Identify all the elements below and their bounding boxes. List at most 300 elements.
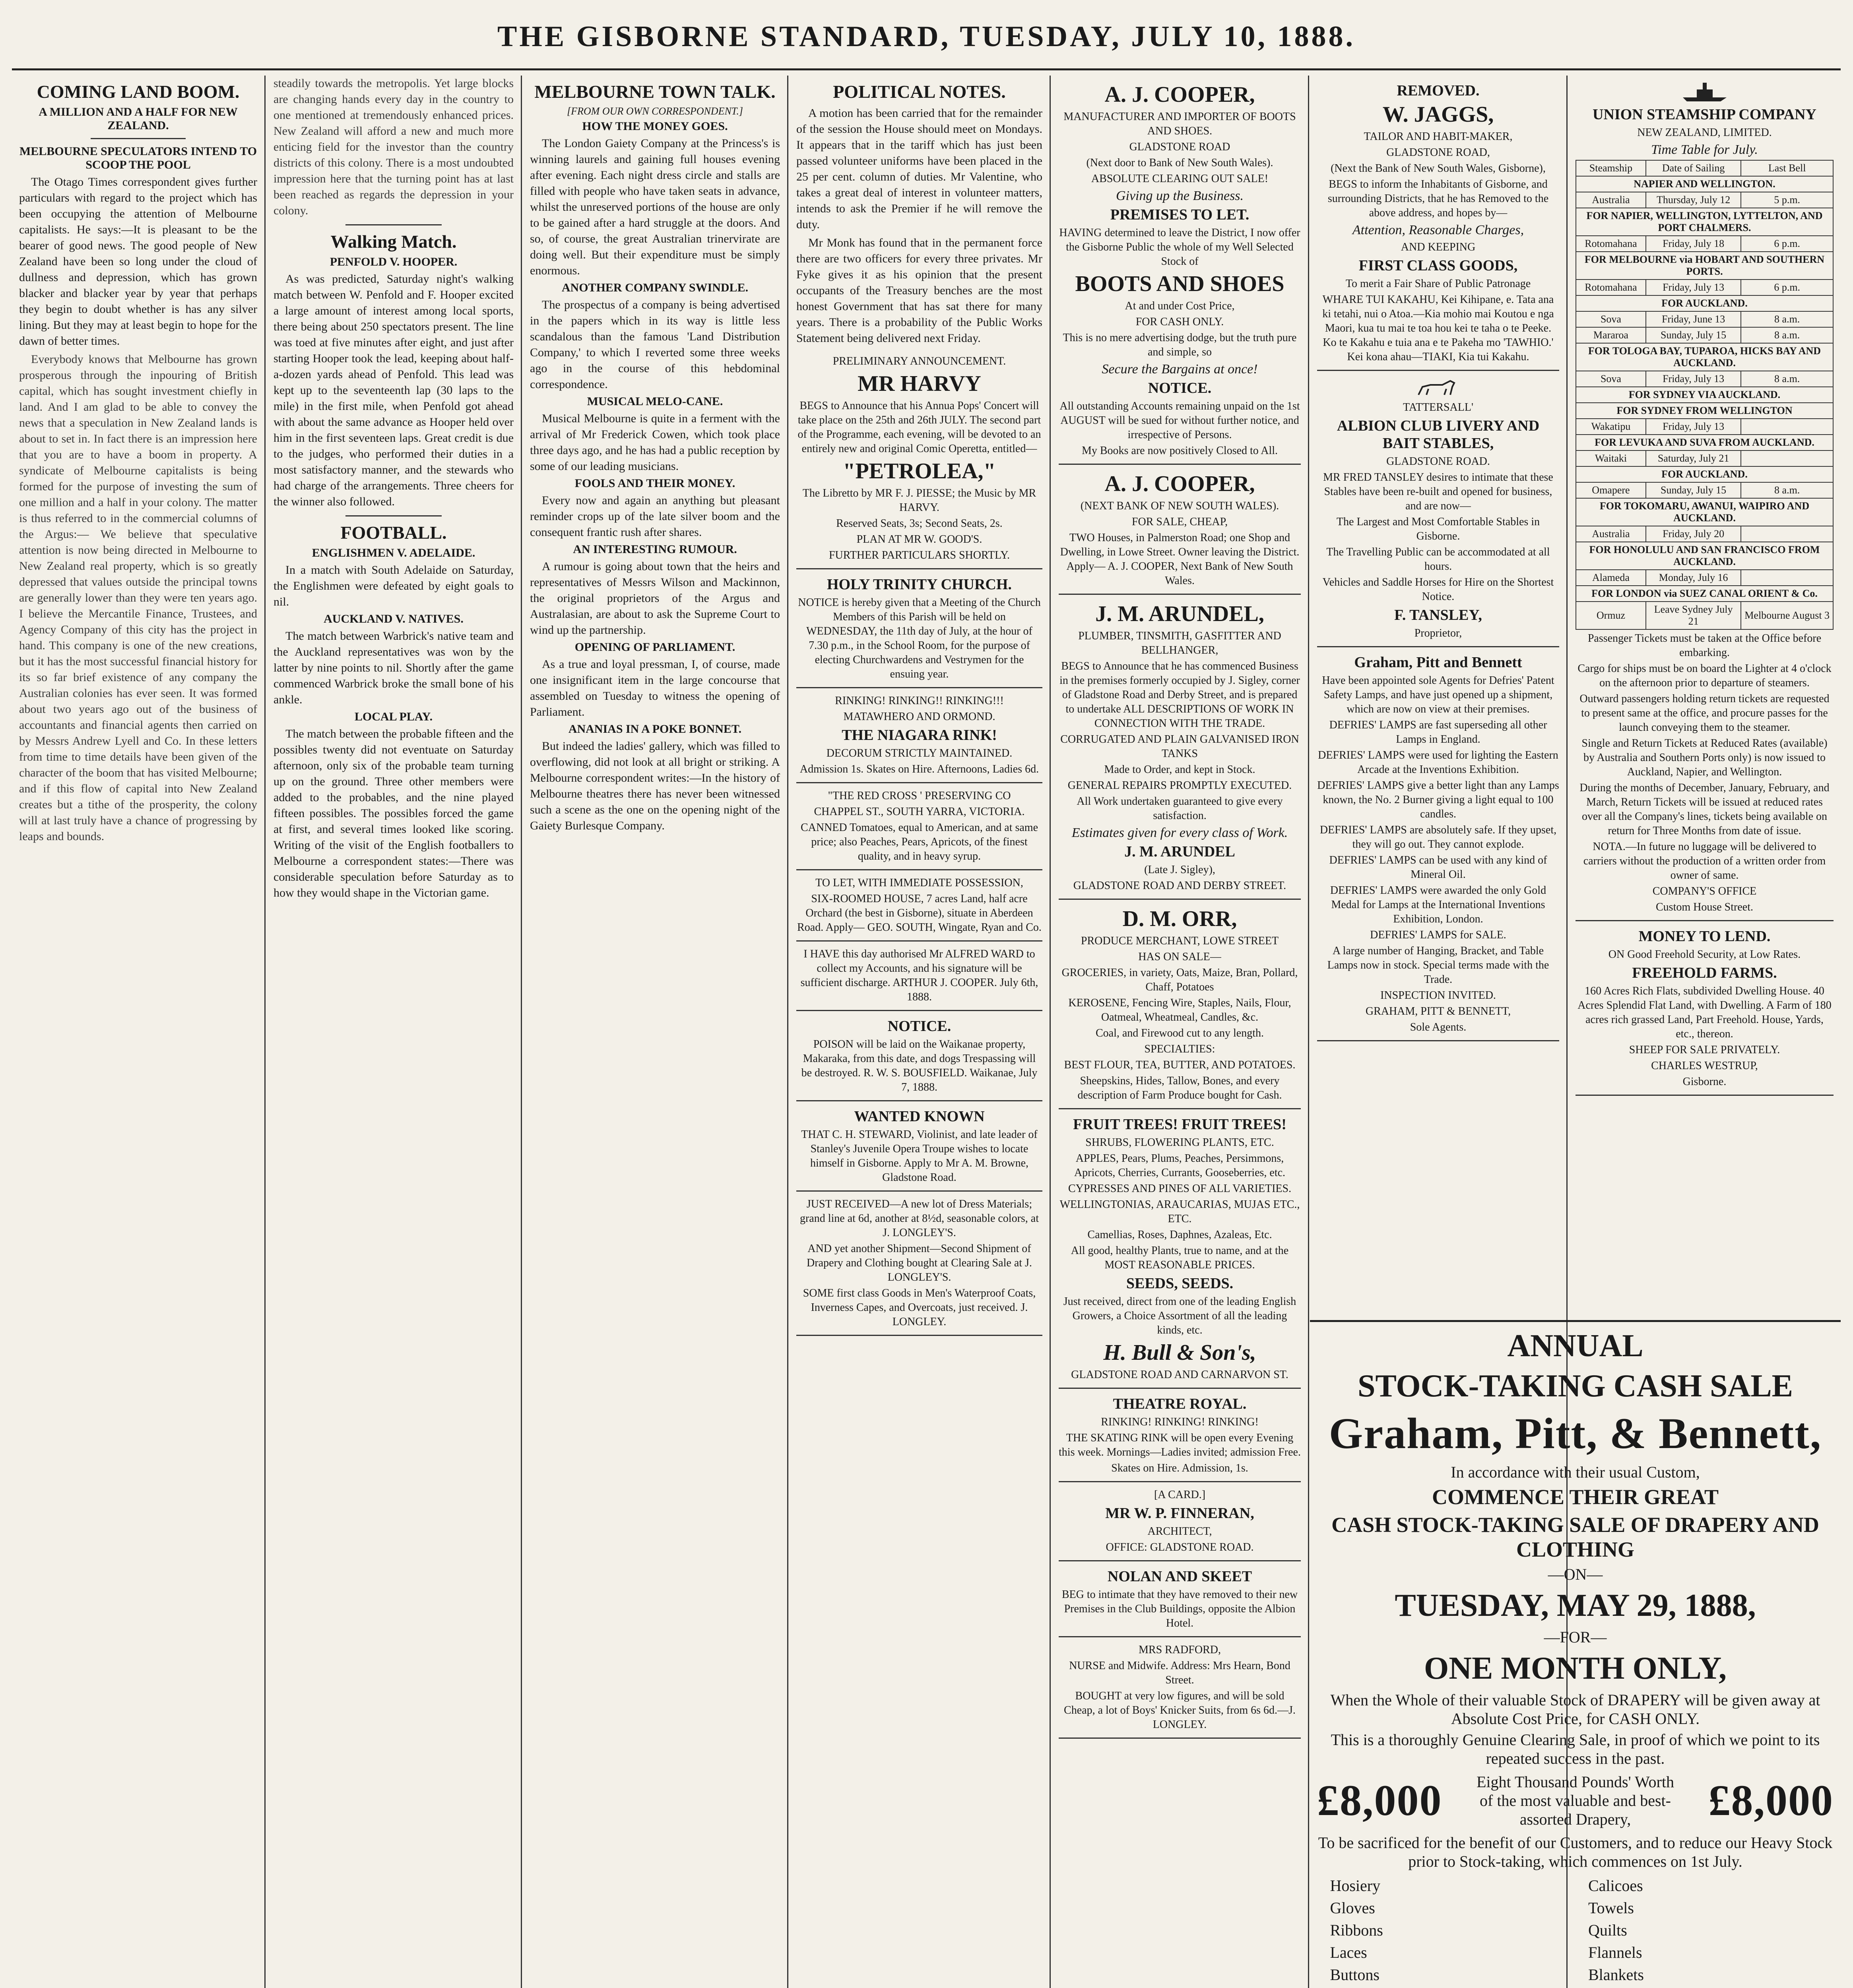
- ad-title: TO LET, WITH IMMEDIATE POSSESSION,: [815, 877, 1023, 889]
- timetable-route-row: [1576, 343, 1833, 371]
- ad-body: GROCERIES, in variety, Oats, Maize, Bran, Pollard, Chaff, Potatoes: [1061, 967, 1298, 993]
- ad-title: NOTICE.: [1148, 380, 1212, 396]
- ad-body: GENERAL REPAIRS PROMPTLY EXECUTED.: [1067, 779, 1292, 792]
- ad-title: MR W. P. FINNERAN,: [1105, 1505, 1254, 1522]
- article-body: Every now and again an anything but pleasant reminder crops up of the late silver boom and the consequent frantic rush after shares.: [530, 494, 780, 539]
- ad-body: PLAN AT MR W. GOOD'S.: [856, 533, 982, 546]
- ad-body: CANNED Tomatoes, equal to American, and at same price; also Peaches, Pears, Apricots, of the finest quality, and in heavy syrup.: [800, 821, 1038, 862]
- ad-label: GLADSTONE ROAD AND CARNARVON ST.: [1071, 1369, 1288, 1381]
- concert-advert: [796, 349, 1042, 569]
- ad-label: ABSOLUTE CLEARING OUT SALE!: [1091, 173, 1269, 185]
- cooper-sale-advert: [1059, 465, 1301, 595]
- article-body: The London Gaiety Company at the Princess's is winning laurels and gaining full houses evening after evening. Each night dress circle and stalls are filled with people who have taken seats in advance, whilst the unreserved portions of the house are only to be gained after a hard struggle at the doors. And so, of course, the great Australian trinervirate are doing well. But their expenditure must be simply enormous.: [530, 137, 780, 277]
- graham-pitt-bennett-advert: [1310, 1324, 1841, 1988]
- ad-body: When the Whole of their valuable Stock of DRAPERY will be given away at Absolute Cost Price, for CASH ONLY.: [1330, 1691, 1820, 1728]
- ad-divider: [1310, 1320, 1841, 1322]
- ad-body: WELLINGTONIAS, ARAUCARIAS, MUJAS ETC., ETC.: [1059, 1198, 1300, 1225]
- ad-body: Have been appointed sole Agents for Defries' Patent Safety Lamps, and have just opened up a shipment, which are now on view at their premises.: [1322, 674, 1554, 715]
- sailing-timetable: [1576, 160, 1834, 630]
- ad-label: Sole Agents.: [1410, 1021, 1467, 1033]
- ad-body: FURTHER PARTICULARS SHORTLY.: [829, 549, 1010, 561]
- ad-body: All Work undertaken guaranteed to give every satisfaction.: [1077, 795, 1283, 822]
- ad-body: DEFRIES' LAMPS can be used with any kind of Mineral Oil.: [1329, 854, 1547, 881]
- goods-item: Buttons: [1330, 1966, 1380, 1984]
- goods-list-right: [1588, 1875, 1821, 1988]
- goods-item: Towels: [1588, 1899, 1634, 1917]
- ad-body: SOME first class Goods in Men's Waterproof Coats, Inverness Capes, and Overcoats, just received. J. LONGLEY.: [803, 1287, 1036, 1328]
- timetable-cell: Friday, July 13: [1646, 371, 1741, 387]
- route-name: FOR TOLOGA BAY, TUPAROA, HICKS BAY AND AUCKLAND.: [1576, 343, 1833, 371]
- ad-body: BEGS to Announce that he has commenced Business in the premises formerly occupied by J. Sigley, corner of Gladstone Road and Derby Street, and is prepared to undertake ALL DESCRIPTIONS OF WORK IN CONNECTION WITH THE TRADE.: [1059, 660, 1300, 730]
- ad-label: Gisborne.: [1682, 1076, 1727, 1088]
- article-heading: POLITICAL NOTES.: [833, 82, 1006, 102]
- route-name: NAPIER AND WELLINGTON.: [1576, 176, 1833, 192]
- route-name: FOR SYDNEY FROM WELLINGTON: [1576, 403, 1833, 419]
- timetable-cell: [1741, 450, 1833, 466]
- ad-label: RINKING! RINKING! RINKING!: [1101, 1416, 1259, 1428]
- ad-body: BEST FLOUR, TEA, BUTTER, AND POTATOES.: [1064, 1059, 1296, 1071]
- timetable-cell: Thursday, July 12: [1646, 192, 1741, 208]
- ad-body: The Libretto by MR F. J. PIESSE; the Music by MR HARVY.: [802, 487, 1036, 514]
- timetable-row: [1576, 570, 1833, 586]
- timetable-cell: Mararoa: [1576, 327, 1646, 343]
- ad-body: NURSE and Midwife. Address: Mrs Hearn, Bond Street.: [1069, 1660, 1290, 1686]
- ad-label: REMOVED.: [1397, 82, 1480, 99]
- ad-body: Camellias, Roses, Daphnes, Azaleas, Etc.: [1087, 1229, 1272, 1241]
- goods-item: Calicoes: [1588, 1877, 1643, 1895]
- timetable-cell: 5 p.m.: [1741, 192, 1833, 208]
- ad-body: Passenger Tickets must be taken at the Office before embarking.: [1587, 632, 1822, 659]
- arundel-advert: [1059, 595, 1301, 900]
- ad-title: UNION STEAMSHIP COMPANY: [1593, 106, 1816, 123]
- ad-body: DEFRIES' LAMPS are fast superseding all other Lamps in England.: [1329, 719, 1547, 746]
- ad-title: D. M. ORR,: [1122, 907, 1237, 931]
- timetable-route-row: [1576, 586, 1833, 602]
- timetable-route-row: [1576, 176, 1833, 192]
- divider: [345, 224, 442, 225]
- ad-label: GLADSTONE ROAD: [1129, 141, 1230, 153]
- goods-item: [1330, 1986, 1434, 1988]
- timetable-cell: Friday, June 13: [1646, 311, 1741, 327]
- ad-label: Attention, Reasonable Charges,: [1352, 223, 1524, 237]
- amount-figure: £8,000: [1317, 1776, 1442, 1825]
- section-subheading: HOW THE MONEY GOES.: [582, 120, 728, 133]
- ad-body: DECORUM STRICTLY MAINTAINED.: [826, 747, 1013, 759]
- article-heading: Walking Match.: [330, 231, 457, 252]
- amount-description: Eight Thousand Pounds' Worth of the most valuable and best-assorted Drapery,: [1477, 1773, 1674, 1828]
- timetable-cell: 6 p.m.: [1741, 280, 1833, 295]
- ad-body: TWO Houses, in Palmerston Road; one Shop and Dwelling, in Lowe Street. Owner leaving the District. Apply— A. J. COOPER, Next Bank of New South Wales.: [1060, 532, 1300, 587]
- westrup-advert: [1576, 921, 1834, 1096]
- ad-body: The Travelling Public can be accommodated at all hours.: [1326, 546, 1550, 573]
- ad-label: AND KEEPING: [1401, 241, 1476, 253]
- ad-firm-name: Graham, Pitt, & Bennett,: [1329, 1409, 1822, 1458]
- timetable-row: [1576, 280, 1833, 295]
- timetable-row: [1576, 192, 1833, 208]
- ad-body: Made to Order, and kept in Stock.: [1104, 763, 1255, 776]
- ad-body: Cargo for ships must be on board the Lighter at 4 o'clock on the afternoon prior to departure of steamers.: [1577, 662, 1832, 689]
- ad-body: All outstanding Accounts remaining unpaid on the 1st AUGUST will be sued for without further notice, and irrespective of Persons.: [1059, 400, 1300, 441]
- timetable-cell: Sunday, July 15: [1646, 327, 1741, 343]
- ad-body: NOTICE is hereby given that a Meeting of the Church Members of this Parish will be held on WEDNESDAY, the 11th day of July, at the hour of 7.30 p.m., in the School Room, for the purpose of electing Churchwardens and Vestrymen for the ensuing year.: [798, 596, 1041, 680]
- ad-title: HOLY TRINITY CHURCH.: [827, 576, 1012, 593]
- ad-body: DEFRIES' LAMPS give a better light than any Lamps known, the No. 2 Burner giving a light equal to 100 candles.: [1317, 779, 1559, 820]
- union-steamship-advert: [1576, 76, 1834, 921]
- ad-title: MR HARVY: [858, 371, 981, 396]
- timetable-cell: 8 a.m.: [1741, 482, 1833, 498]
- route-name: FOR HONOLULU AND SAN FRANCISCO FROM AUCKLAND.: [1576, 542, 1833, 570]
- ad-label: COMPANY'S OFFICE: [1652, 885, 1757, 897]
- article-body: The match between Warbrick's native team and the Auckland representatives was won by the latter by nine points to nil. Shortly after the game commenced Warbrick broke the small bone of his ankle.: [274, 629, 514, 706]
- ad-label: MANUFACTURER AND IMPORTER OF BOOTS AND SHOES.: [1063, 111, 1296, 137]
- ad-title: NOTICE.: [887, 1018, 951, 1035]
- ad-body: POISON will be laid on the Waikanae property, Makaraka, from this date, and dogs Trespassing will be destroyed. R. W. S. BOUSFIELD. Waikanae, July 7, 1888.: [801, 1038, 1038, 1093]
- article-body: As was predicted, Saturday night's walking match between W. Penfold and F. Hooper excited a large amount of interest among local sports, there being about 250 spectators present. The line was toed at five minutes after eight, and just after starting Hooper took the lead, keeping about half-a-dozen yards ahead of Penfold. This lead was kept up to the seventeenth lap (30 laps to the mile) in the first mile, when Penfold got ahead with about the same advance as Hooper held over him in the first seventeen laps. Great credit is due to the judges, who performed their duties in a most satisfactory manner, and the stewards who had charge of the arrangements. Three cheers for the winner also followed.: [274, 272, 514, 508]
- timetable-cell: Wakatipu: [1576, 419, 1646, 435]
- timetable-row: [1576, 602, 1833, 629]
- article-body: steadily towards the metropolis. Yet large blocks are changing hands every day in the country to one mentioned at tremendously enhanced prices. New Zealand will afford a new and much more enticing field for the investor than the country districts of this colony. There is a most undoubted impression here that the turning point has at last been reached as regards the depression in your colony.: [274, 77, 514, 217]
- ad-title: BOOTS AND SHOES: [1075, 272, 1284, 296]
- ad-body: The Largest and Most Comfortable Stables in Gisborne.: [1336, 516, 1540, 542]
- sale-date: TUESDAY, MAY 29, 1888,: [1395, 1588, 1756, 1623]
- ad-title: W. JAGGS,: [1382, 102, 1494, 127]
- ad-label: (Late J. Sigley),: [1144, 864, 1215, 876]
- ad-title: "THE RED CROSS ' PRESERVING CO: [828, 790, 1011, 802]
- ad-label: TATTERSALL': [1403, 401, 1473, 414]
- ad-label: (Next the Bank of New South Wales, Gisborne),: [1331, 162, 1546, 175]
- ad-title: ONE MONTH ONLY,: [1424, 1651, 1727, 1686]
- timetable-route-row: [1576, 435, 1833, 450]
- timetable-cell: Omapere: [1576, 482, 1646, 498]
- longley-advert: [796, 1192, 1042, 1336]
- ad-title: THE NIAGARA RINK!: [842, 727, 997, 744]
- ad-body: This is no mere advertising dodge, but the truth pure and simple, so: [1063, 332, 1297, 358]
- route-name: FOR MELBOURNE via HOBART AND SOUTHERN PORTS.: [1576, 252, 1833, 280]
- ad-body: DEFRIES' LAMPS were awarded the only Gold Medal for Lamps at the International Inventions Exhibition, London.: [1330, 884, 1546, 925]
- ad-title: A. J. COOPER,: [1104, 472, 1255, 496]
- ad-label: SHRUBS, FLOWERING PLANTS, ETC.: [1085, 1136, 1274, 1149]
- timetable-cell: Melbourne August 3: [1741, 602, 1833, 629]
- ad-label: SHEEP FOR SALE PRIVATELY.: [1629, 1044, 1780, 1056]
- timetable-cell: Leave Sydney July 21: [1646, 602, 1741, 629]
- column-7: [1568, 76, 1841, 1320]
- ad-label: Estimates given for every class of Work.: [1071, 825, 1288, 840]
- article-subheading: PENFOLD V. HOOPER.: [330, 255, 458, 268]
- ad-body: During the months of December, January, February, and March, Return Tickets will be issued at reduced rates over all the Company's lines, tickets being available on return for Three Months from date of issue.: [1579, 782, 1830, 837]
- amount-figure: £8,000: [1708, 1776, 1834, 1825]
- timetable-cell: Rotomahana: [1576, 280, 1646, 295]
- ad-body: BEG to intimate that they have removed to their new Premises in the Club Buildings, opposite the Albion Hotel.: [1061, 1588, 1298, 1629]
- timetable-cell: Friday, July 13: [1646, 280, 1741, 295]
- timetable-cell: 6 p.m.: [1741, 236, 1833, 252]
- ad-label: CORRUGATED AND PLAIN GALVANISED IRON TANKS: [1060, 733, 1299, 760]
- timetable-route-row: [1576, 387, 1833, 403]
- ad-label: HAS ON SALE—: [1138, 951, 1221, 963]
- article-body: A rumour is going about town that the heirs and representatives of Messrs Wilson and Mackinnon, the original proprietors of the Argus and Australasian, are about to ask the Supreme Court to wind up the partnership.: [530, 560, 780, 637]
- article-subheading: AUCKLAND V. NATIVES.: [324, 612, 464, 625]
- goods-item: Flannels: [1588, 1943, 1642, 1961]
- ad-body: This is a thoroughly Genuine Clearing Sale, in proof of which we point to its repeated success in the past.: [1331, 1731, 1820, 1767]
- ad-body: To merit a Fair Share of Public Patronage: [1345, 278, 1531, 290]
- ad-title: A. J. COOPER,: [1104, 82, 1255, 107]
- rink-advert: [796, 688, 1042, 783]
- article-subheading: LOCAL PLAY.: [354, 710, 433, 723]
- ad-label: PRELIMINARY ANNOUNCEMENT.: [832, 355, 1006, 367]
- timetable-cell: Waitaki: [1576, 450, 1646, 466]
- theatre-advert: [1059, 1389, 1301, 1482]
- timetable-cell: 8 a.m.: [1741, 371, 1833, 387]
- ad-label: GLADSTONE ROAD.: [1386, 455, 1490, 468]
- goods-item: Ribbons: [1330, 1921, 1383, 1939]
- ad-body: THE SKATING RINK will be open every Evening this week. Mornings—Ladies invited; admission Free.: [1059, 1432, 1301, 1458]
- ad-label: Giving up the Business.: [1116, 188, 1244, 203]
- ad-label: [A CARD.]: [1154, 1489, 1206, 1501]
- route-name: FOR LONDON via SUEZ CANAL ORIENT & Co.: [1576, 586, 1833, 602]
- header-cell: Last Bell: [1741, 160, 1833, 176]
- timetable-cell: [1741, 419, 1833, 435]
- column-rule: [264, 76, 266, 1988]
- timetable-row: [1576, 327, 1833, 343]
- article-subheading: MELBOURNE SPECULATORS INTEND TO SCOOP THE POOL: [19, 145, 257, 171]
- ad-label: CHARLES WESTRUP,: [1651, 1060, 1758, 1072]
- ad-body: Admission 1s. Skates on Hire. Afternoons, Ladies 6d.: [799, 763, 1039, 775]
- timetable-title: Time Table for July.: [1651, 142, 1758, 157]
- nolan-advert: [1059, 1561, 1301, 1637]
- ad-title: FRUIT TREES! FRUIT TREES!: [1073, 1116, 1286, 1133]
- ad-title: THEATRE ROYAL.: [1113, 1396, 1247, 1412]
- ad-label: —ON—: [1548, 1565, 1603, 1583]
- ad-label: TAILOR AND HABIT-MAKER,: [1364, 130, 1513, 143]
- ad-body: ON Good Freehold Security, at Low Rates.: [1608, 948, 1801, 961]
- ad-body: Reserved Seats, 3s; Second Seats, 2s.: [836, 517, 1003, 530]
- ad-body: FOR CASH ONLY.: [1135, 316, 1224, 328]
- article-body: As a true and loyal pressman, I, of course, made one insignificant item in the large concourse that assembled on Tuesday to witness the opening of Parliament.: [530, 658, 780, 718]
- article-body: The match between the probable fifteen and the possibles twenty did not eventuate on Saturday afternoon, only six of the probable team turning up on the ground. Three other members were added to the probables, and the nine played fifteen possibles. The possibles forced the game at first, and several times looked like scoring. Writing of the visit of the English footballers to Melbourne a correspondent states:—There was considerable speculation before Saturday as to how they would shape in the Victorian game.: [274, 727, 514, 899]
- ad-title: COMMENCE THEIR GREAT: [1432, 1485, 1719, 1509]
- radford-advert: [1059, 1637, 1301, 1739]
- timetable-route-row: [1576, 208, 1833, 236]
- ad-body: BEGS to Announce that his Annua Pops' Concert will take place on the 25th and 26th JULY. The second part of the Programme, each evening, will be devoted to an entirely new and original Comic Operetta, entitled—: [797, 400, 1041, 455]
- timetable-cell: Saturday, July 21: [1646, 450, 1741, 466]
- timetable-cell: Friday, July 18: [1646, 236, 1741, 252]
- ad-title: J. M. ARUNDEL,: [1095, 602, 1264, 626]
- masthead: [12, 20, 1841, 68]
- ad-label: RINKING! RINKING!! RINKING!!!: [835, 695, 1004, 707]
- ad-body: NOTA.—In future no luggage will be delivered to carriers without the production of a written order from owner of same.: [1583, 841, 1826, 881]
- section-subheading: OPENING OF PARLIAMENT.: [574, 641, 735, 654]
- masthead-rule: [12, 68, 1841, 70]
- ad-label: CHAPPEL ST., SOUTH YARRA, VICTORIA.: [814, 806, 1025, 818]
- ad-label: (Next door to Bank of New South Wales).: [1086, 157, 1273, 169]
- route-name: FOR AUCKLAND.: [1576, 466, 1833, 482]
- section-subheading: ANOTHER COMPANY SWINDLE.: [561, 281, 749, 294]
- timetable-cell: Sunday, July 15: [1646, 482, 1741, 498]
- ad-body: BEGS to inform the Inhabitants of Gisborne, and surrounding Districts, that he has Removed to the above address, and hopes by—: [1327, 178, 1549, 219]
- wanted-known-advert: [796, 1101, 1042, 1192]
- column-2: [266, 76, 521, 1988]
- ad-body: Coal, and Firewood cut to any length.: [1095, 1027, 1264, 1039]
- fruit-trees-advert: [1059, 1109, 1301, 1389]
- timetable-route-row: [1576, 498, 1833, 526]
- masthead-title: THE GISBORNE STANDARD, TUESDAY, JULY 10, 1888.: [497, 20, 1355, 53]
- column-rule: [1050, 76, 1051, 1988]
- jaggs-advert: [1317, 76, 1559, 371]
- article-body: But indeed the ladies' gallery, which was filled to overflowing, did not look at all bright or striking. A Melbourne correspondent writes:—In the history of Melbourne theatres there has never been witnessed such a scene as the one on the opening night of the Gaiety Burlesque Company.: [530, 740, 780, 832]
- route-name: FOR AUCKLAND.: [1576, 295, 1833, 311]
- column-5: [1052, 76, 1308, 1988]
- column-4: [789, 76, 1050, 1988]
- ad-body: JUST RECEIVED—A new lot of Dress Materials; grand line at 6d, another at 8½d, seasonable colors, at J. LONGLEY'S.: [799, 1198, 1039, 1239]
- timetable-cell: 8 a.m.: [1741, 327, 1833, 343]
- ad-title: Graham, Pitt and Bennett: [1354, 654, 1522, 671]
- timetable-cell: Rotomahana: [1576, 236, 1646, 252]
- timetable-route-row: [1576, 466, 1833, 482]
- timetable-route-row: [1576, 252, 1833, 280]
- ad-label: MATAWHERO AND ORMOND.: [843, 711, 995, 723]
- ad-body: DEFRIES' LAMPS are absolutely safe. If they upset, they will go out. They cannot explode.: [1319, 824, 1557, 850]
- ad-title: ALBION CLUB LIVERY AND BAIT STABLES,: [1337, 417, 1540, 452]
- ad-body: MR FRED TANSLEY desires to intimate that these Stables have been re-built and opened for business, and are now—: [1323, 471, 1553, 512]
- timetable-cell: 8 a.m.: [1741, 311, 1833, 327]
- ad-title: F. TANSLEY,: [1394, 607, 1482, 623]
- ad-title: MONEY TO LEND.: [1638, 928, 1771, 945]
- horse-icon: [1414, 375, 1462, 399]
- ad-label: Custom House Street.: [1656, 901, 1753, 913]
- divider: [91, 138, 186, 139]
- ad-body: HAVING determined to leave the District, I now offer the Gisborne Public the whole of my Well Selected Stock of: [1059, 227, 1300, 268]
- ad-label: NEW ZEALAND, LIMITED.: [1637, 126, 1772, 139]
- ad-label: FOR SALE, CHEAP,: [1131, 516, 1228, 528]
- tattersall-advert: [1317, 371, 1559, 647]
- article-body: In a match with South Adelaide on Saturday, the Englishmen were defeated by eight goals to nil.: [274, 563, 514, 608]
- timetable-route-row: [1576, 403, 1833, 419]
- ad-body: Vehicles and Saddle Horses for Hire on the Shortest Notice.: [1322, 576, 1554, 603]
- ad-body: All good, healthy Plants, true to name, and at the MOST REASONABLE PRICES.: [1071, 1244, 1289, 1271]
- ad-label: —FOR—: [1544, 1628, 1607, 1646]
- article-body: Everybody knows that Melbourne has grown prosperous through the inpouring of British capital, which has sought investment chiefly in land. And I am glad to be able to convey the news that a speculation in New Zealand lands is about to set in. In fact there is an impression here that you are to have a boom in property. A syndicate of Melbourne capitalists is being formed for the purpose of investing the sum of one million and a half in your colony. The matter is thus referred to in the commercial columns of the Argus:— We believe that speculative attention is now being directed in Melbourne to New Zealand real property, which is so greatly depressed that values outside the principal towns are generally lower than they were ten years ago. I believe the Mercantile Finance, Trustees, and Agency Company of this city has the project in hand. This company is one of the new creations, but it has the most successful financial history for its so far brief existence of any company the Australian colonies has ever seen. It was formed about two years ago out of the business of accountants and financial agents then carried on by Messrs Andrew Lyell and Co. In these letters from time to time details have been given of the character of the boom that has visited Melbourne; and if this flow of capital into New Zealand creates but a tithe of the prosperity, the colony will at last truly have a chance of progressing by leaps and bounds.: [19, 353, 257, 843]
- divider: [345, 515, 442, 516]
- orr-advert: [1059, 900, 1301, 1109]
- ad-body: WHARE TUI KAKAHU, Kei Kihipane, e. Tata ana ki tetahi, nui o Atoa.—Kia mohio mai Koutou e nga Maori, kua tu mai te toa hou kei te taha o te Peeke. Ko te Kakahu e tuia ana e te Pakeha mo 'TAWHIO.' Kei kona ahau—TIAKI, Kia tui Kakahu.: [1322, 293, 1554, 363]
- timetable-cell: Sova: [1576, 371, 1646, 387]
- timetable-row: [1576, 311, 1833, 327]
- timetable-cell: Monday, July 16: [1646, 570, 1741, 586]
- section-subheading: AN INTERESTING RUMOUR.: [573, 543, 737, 556]
- timetable-cell: Alameda: [1576, 570, 1646, 586]
- ad-body: SIX-ROOMED HOUSE, 7 acres Land, half acre Orchard (the best in Gisborne), situate in Aberdeen Road. Apply— GEO. SOUTH, Wingate, Ryan and Co.: [797, 893, 1042, 934]
- timetable-cell: [1741, 526, 1833, 542]
- ad-title: H. Bull & Son's,: [1103, 1340, 1256, 1365]
- route-name: FOR TOKOMARU, AWANUI, WAIPIRO AND AUCKLAND.: [1576, 498, 1833, 526]
- steamship-icon: [1681, 80, 1729, 103]
- timetable-row: [1576, 371, 1833, 387]
- ad-body: Single and Return Tickets at Reduced Rates (available) by Australia and Southern Ports only) is now issued to Auckland, Napier, and Wellington.: [1581, 737, 1828, 778]
- defries-lamps-advert: [1317, 647, 1559, 1041]
- goods-item: [1588, 1986, 1693, 1988]
- cooper-advert: [1059, 76, 1301, 465]
- timetable-cell: Australia: [1576, 526, 1646, 542]
- column-3: [523, 76, 787, 1988]
- authorisation-notice: [796, 942, 1042, 1011]
- ad-label: Secure the Bargains at once!: [1102, 362, 1258, 377]
- ad-body: In accordance with their usual Custom,: [1451, 1463, 1700, 1481]
- article-subheading: A MILLION AND A HALF FOR NEW ZEALAND.: [39, 105, 238, 132]
- article-body: A motion has been carried that for the remainder of the session the House should meet on Mondays. It appears that in the tariff which has just been passed volunteer uniforms have been placed in the 25 per cent. column of duties. Mr Valentine, who takes a great deal of interest in volunteer matters, intends to ask the Premier if he will remove the duty.: [796, 107, 1042, 231]
- article-body: Musical Melbourne is quite in a ferment with the arrival of Mr Frederick Cowen, which took place three days ago, and he has had a public reception by some of our leading musicians.: [530, 412, 780, 473]
- ad-body: APPLES, Pears, Plums, Peaches, Persimmons, Apricots, Cherries, Currants, Gooseberries, etc.: [1074, 1152, 1286, 1179]
- column-1: [12, 76, 264, 1988]
- timetable-route-row: [1576, 295, 1833, 311]
- ad-title: WANTED KNOWN: [854, 1108, 985, 1125]
- red-cross-advert: [796, 783, 1042, 870]
- goods-item: Blankets: [1588, 1966, 1644, 1984]
- section-subheading: ANANIAS IN A POKE BONNET.: [568, 722, 742, 736]
- timetable-route-row: [1576, 542, 1833, 570]
- article-body: The prospectus of a company is being advertised in the papers which in its way is little less scandalous than the famous 'Land Distribution Company,' to which I reverted some three weeks ago in the course of this hebdominal correspondence.: [530, 298, 780, 391]
- ad-body: I HAVE this day authorised Mr ALFRED WARD to collect my Accounts, and his signature will be sufficient discharge. ARTHUR J. COOPER. July 6th, 1888.: [800, 948, 1038, 1003]
- goods-item: Hosiery: [1330, 1877, 1381, 1895]
- ad-title: FIRST CLASS GOODS,: [1358, 257, 1518, 274]
- route-name: FOR LEVUKA AND SUVA FROM AUCKLAND.: [1576, 435, 1833, 450]
- timetable-row: [1576, 419, 1833, 435]
- ad-title: MRS RADFORD,: [1139, 1644, 1221, 1656]
- ad-body: To be sacrificed for the benefit of our Customers, and to reduce our Heavy Stock prior to Stock-taking, which commences on 1st July.: [1318, 1834, 1833, 1870]
- ad-body: 160 Acres Rich Flats, subdivided Dwelling House. 40 Acres Splendid Flat Land, with Dwelling. A Farm of 180 acres rich grassed Land, Part Freehold. House, Yards, etc., thereon.: [1577, 985, 1832, 1040]
- timetable-row: [1576, 526, 1833, 542]
- ad-label: ARCHITECT,: [1147, 1525, 1212, 1538]
- timetable-cell: Friday, July 13: [1646, 419, 1741, 435]
- ad-title: STOCK-TAKING CASH SALE: [1357, 1369, 1793, 1404]
- route-name: FOR SYDNEY VIA AUCKLAND.: [1576, 387, 1833, 403]
- timetable-row: [1576, 236, 1833, 252]
- to-let-advert: [796, 870, 1042, 942]
- ad-title: J. M. ARUNDEL: [1124, 843, 1235, 860]
- ad-label: (NEXT BANK OF NEW SOUTH WALES).: [1080, 500, 1279, 512]
- ad-label: GLADSTONE ROAD,: [1386, 146, 1490, 159]
- ad-label: GLADSTONE ROAD AND DERBY STREET.: [1073, 879, 1286, 892]
- ad-body: DEFRIES' LAMPS were used for lighting the Eastern Arcade at the Inventions Exhibition.: [1318, 749, 1558, 776]
- church-notice: [796, 569, 1042, 688]
- ad-label: OFFICE: GLADSTONE ROAD.: [1106, 1541, 1254, 1553]
- ad-body: Outward passengers holding return tickets are requested to present same at the office, and procure passes for the launch conveying them to the steamer.: [1579, 693, 1830, 734]
- article-body: Mr Monk has found that in the permanent force there are two officers for every three privates. Mr Fyke gives it as his opinion that the present occupants of the Treasury benches are the most honest Government that has sat there for many years. There is a probability of the Public Works Statement being delivered next Friday.: [796, 236, 1042, 345]
- ad-body: Skates on Hire. Admission, 1s.: [1111, 1462, 1248, 1474]
- timetable-cell: Sova: [1576, 311, 1646, 327]
- ad-body: Just received, direct from one of the leading English Growers, a Choice Assortment of all the leading kinds, etc.: [1063, 1295, 1296, 1336]
- goods-item: Laces: [1330, 1943, 1367, 1961]
- goods-item: Quilts: [1588, 1921, 1627, 1939]
- ad-body: CYPRESSES AND PINES OF ALL VARIETIES.: [1068, 1182, 1292, 1195]
- ad-title: SEEDS, SEEDS.: [1126, 1275, 1234, 1292]
- column-rule: [521, 76, 522, 1988]
- poison-notice: [796, 1011, 1042, 1101]
- ad-body: Sheepskins, Hides, Tallow, Bones, and every description of Farm Produce bought for Cash.: [1077, 1075, 1282, 1101]
- article-heading: FOOTBALL.: [340, 522, 447, 543]
- ad-body: A large number of Hanging, Bracket, and Table Lamps now in stock. Special terms made with the Trade.: [1327, 945, 1549, 986]
- ad-label: SPECIALTIES:: [1144, 1043, 1215, 1055]
- ad-body: DEFRIES' LAMPS for SALE.: [1370, 929, 1506, 941]
- ad-title: FREEHOLD FARMS.: [1632, 965, 1777, 981]
- column-rule: [1308, 76, 1309, 1988]
- ad-label: PRODUCE MERCHANT, LOWE STREET: [1081, 935, 1279, 947]
- ad-title: "PETROLEA,": [843, 459, 996, 483]
- ad-label: Proprietor,: [1414, 627, 1462, 639]
- article-heading: COMING LAND BOOM.: [37, 82, 240, 102]
- column-rule: [787, 76, 788, 1988]
- article-lead: The Otago Times correspondent gives further particulars with regard to the project which has been occupying the attention of Melbourne capitalists. He says:—It is pleasant to be the bearer of good news. The good people of New Zealand have been so long under the cloud of dullness and depression, which has grown blacker and blacker year by year that perhaps they begin to doubt whether is has any silver lining. But they may at least begin to hope for the dawn of better times.: [19, 175, 257, 348]
- ad-body: At and under Cost Price,: [1125, 300, 1235, 312]
- timetable-cell: Australia: [1576, 192, 1646, 208]
